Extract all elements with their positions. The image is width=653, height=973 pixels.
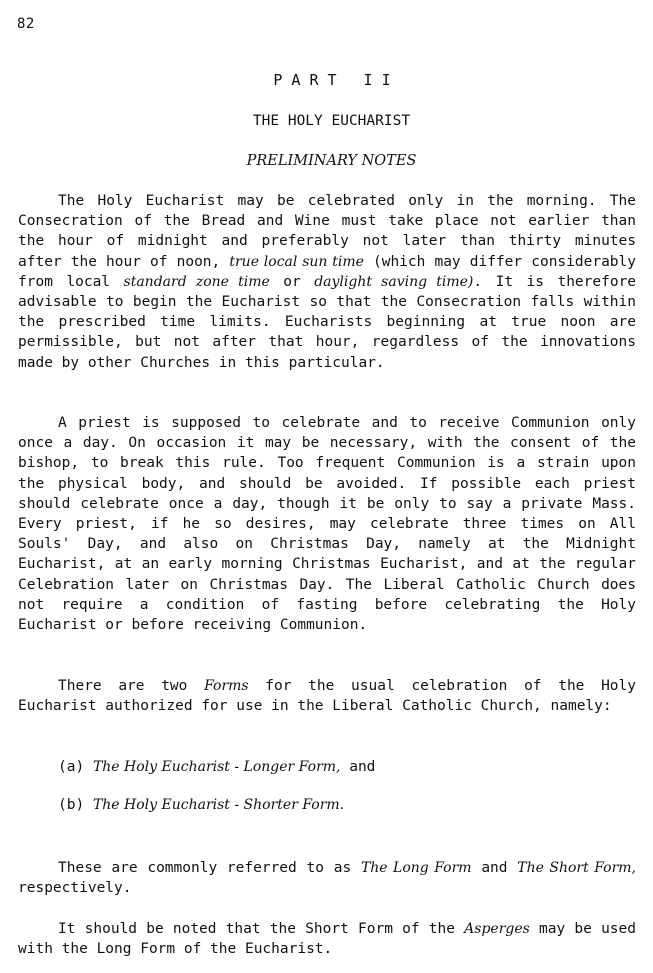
paragraph-asperges-note xyxy=(18,919,636,959)
page-title: THE HOLY EUCHARIST xyxy=(252,113,411,129)
emphasis-text: daylight saving time) xyxy=(314,273,474,290)
paragraph-communion-frequency xyxy=(18,413,636,635)
paragraph-text: There are two xyxy=(58,678,205,694)
paragraph-text: (which may differ considerably from local xyxy=(18,253,636,290)
emphasis-text: Asperges xyxy=(464,921,530,937)
paragraph-time-of-celebration xyxy=(18,191,636,373)
paragraph-text: These are commonly referred to as xyxy=(58,860,361,876)
page-number: 82 xyxy=(17,16,35,32)
emphasis-text: The Short Form, xyxy=(517,860,637,876)
emphasis-text: true local sun time xyxy=(229,253,364,270)
section-subtitle: PRELIMINARY NOTES xyxy=(246,153,417,169)
emphasis-text: Forms xyxy=(204,678,249,694)
paragraph-text: The Holy Eucharist may be celebrated only in the morning. The Consecration of the Bread and Wine must take place not earlier than the hour of midnight and preferably not later than thirty minutes after the hour of noon, xyxy=(18,193,636,270)
list-item-title: The Holy Eucharist - Shorter Form. xyxy=(92,797,345,813)
paragraph-text: It should be noted that the Short Form of the xyxy=(58,921,465,937)
paragraph-text: and xyxy=(471,860,518,876)
paragraph-text: may be used with the Long Form of the Eucharist. xyxy=(18,921,636,958)
paragraph-text: or xyxy=(269,273,315,290)
list-item xyxy=(58,757,636,777)
list-item-title: The Holy Eucharist - Longer Form, xyxy=(92,759,341,775)
paragraph-text: A priest is supposed to celebrate and to receive Communion only once a day. On occasion it may be necessary, with the consent of the bishop, to break this rule. Too frequent Communion is a strain upon the physical body, and should be avoided. If possible each priest should celebrate once a day, though it be only to say a private Mass. Every priest, if he so desires, may celebrate three times on All Souls' Day, and also on Christmas Day, namely at the Midnight Eucharist, at an early morning Christmas Eucharist, and at the regular Celebration later on Christmas Day. The Liberal Catholic Church does not require a condition of fasting before celebrating the Holy Eucharist or before receiving Communion. xyxy=(18,415,636,634)
paragraph-forms xyxy=(18,676,636,716)
list-item xyxy=(58,795,636,815)
part-heading: PART II xyxy=(273,71,400,89)
paragraph-text: for the usual celebration of the Holy Eucharist authorized for use in the Liberal Catholic Church, namely: xyxy=(18,678,637,715)
paragraph-text: respectively. xyxy=(18,880,132,897)
list-item-suffix: and xyxy=(349,759,376,775)
list-marker: (a) xyxy=(58,759,85,775)
emphasis-text: The Long Form xyxy=(360,860,472,876)
list-marker: (b) xyxy=(58,797,85,813)
paragraph-text: . It is therefore advisable to begin the Eucharist so that the Consecration falls within the prescribed time limits. Eucharists beginning at true noon are permissible, but not after that hour, regardless of the innovations made by other Churches in this particular. xyxy=(18,273,637,371)
paragraph-form-names xyxy=(18,858,636,898)
emphasis-text: standard zone time xyxy=(123,273,270,290)
